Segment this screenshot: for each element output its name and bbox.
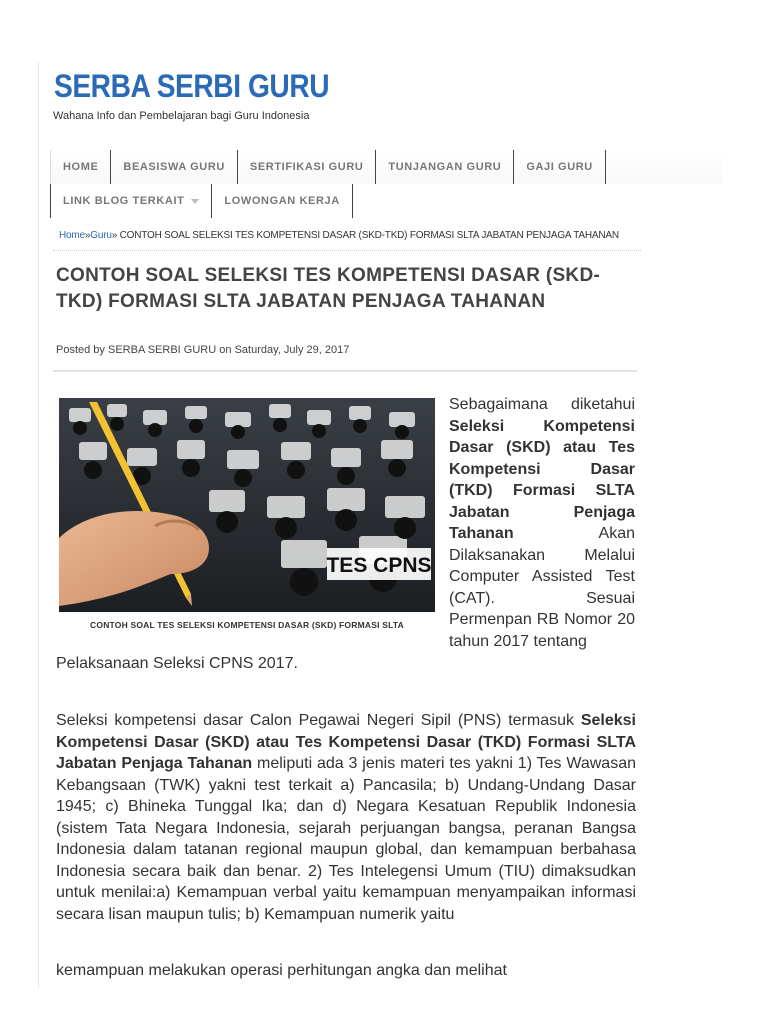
site-title[interactable]: SERBA SERBI GURU [54,68,330,104]
chevron-down-icon [191,199,199,204]
nav-item-label: LINK BLOG TERKAIT [63,195,185,207]
post-figure [59,398,435,630]
intro-text: Sebagaimana diketahui [449,396,635,413]
image-caption: CONTOH SOAL TES SELEKSI KOMPETENSI DASAR (SKD) FORMASI SLTA [90,620,404,630]
breadcrumb-current: CONTOH SOAL SELEKSI TES KOMPETENSI DASAR (SKD-TKD) FORMASI SLTA JABATAN PENJAGA TAHANAN [119,230,619,241]
post-header-divider [53,370,637,372]
intro-text-continued: Akan Dilaksanakan Melalui Computer Assisted Test (CAT). Sesuai Permenpan RB Nomor 20 tahun 2017 tentang [449,525,635,650]
nav-item-link-blog-terkait[interactable] [50,184,211,218]
breadcrumb [59,230,639,241]
nav-row-primary [50,150,722,184]
nav-item-beasiswa-guru[interactable]: BEASISWA GURU [110,150,237,184]
body-paragraph [56,710,636,925]
image-overlay-text: TES CPNS [326,554,432,577]
post-author[interactable]: SERBA SERBI GURU [107,344,217,356]
nav-row-secondary [50,184,353,218]
site-description: Wahana Info dan Pembelajaran bagi Guru Indonesia [53,110,310,122]
posted-by-label: Posted by [56,344,105,356]
exam-hall-illustration [59,398,435,612]
intro-paragraph [449,394,635,652]
intro-emphasis: Seleksi Kompetensi Dasar (SKD) atau Tes Kompetensi Dasar (TKD) Formasi SLTA Jabatan Penjaga Tahanan [449,417,635,542]
nav-item-tunjangan-guru[interactable]: TUNJANGAN GURU [375,150,513,184]
body-text-continued: meliputi ada 3 jenis materi tes yakni 1) Tes Wawasan Kebangsaan (TWK) yakni test terkait a) Pancasila; b) Undang-Undang Dasar 1945; c) Bhineka Tunggal Ika; dan d) Negara Kesatuan Republik Indonesia (sistem Tata Negara Indonesia, sejarah perjuangan bangsa, peranan Bangsa Indonesia dalam tatanan regional maupun global, dan kemampuan berbahasa Indonesia secara baik dan benar. 2) Tes Intelegensi Umum (TIU) dimaksudkan untuk menilai:a) Kemampuan verbal yaitu kemampuan menyampaikan informasi secara lisan maupun tulis; b) Kemampuan numerik yaitu [56,755,636,923]
post-title: CONTOH SOAL SELEKSI TES KOMPETENSI DASAR (SKD-TKD) FORMASI SLTA JABATAN PENJAGA TAHANAN [56,265,601,312]
intro-paragraph-end: Pelaksanaan Seleksi CPNS 2017. [56,655,298,672]
body-paragraph-continued: kemampuan melakukan operasi perhitungan angka dan melihat [56,962,507,979]
breadcrumb-home-link[interactable]: Home [59,230,85,241]
body-text: Seleksi kompetensi dasar Calon Pegawai Negeri Sipil (PNS) termasuk [56,712,581,729]
post-image[interactable] [59,398,435,612]
nav-item-gaji-guru[interactable]: GAJI GURU [513,150,606,184]
nav-item-home[interactable]: HOME [50,150,110,184]
breadcrumb-divider [53,250,641,251]
posted-on-label: on [219,344,232,356]
breadcrumb-separator: » [84,230,91,241]
breadcrumb-category-link[interactable]: Guru [90,230,112,241]
post-date[interactable]: Saturday, July 29, 2017 [234,344,350,356]
breadcrumb-separator: » [111,230,118,241]
body-emphasis: Seleksi Kompetensi Dasar (SKD) atau Tes Kompetensi Dasar (TKD) Formasi SLTA Jabatan Penjaga Tahanan [56,712,636,772]
page-container [38,62,722,988]
nav-item-sertifikasi-guru[interactable]: SERTIFIKASI GURU [237,150,376,184]
nav-item-lowongan-kerja[interactable]: LOWONGAN KERJA [211,184,352,218]
post-meta [56,344,349,356]
